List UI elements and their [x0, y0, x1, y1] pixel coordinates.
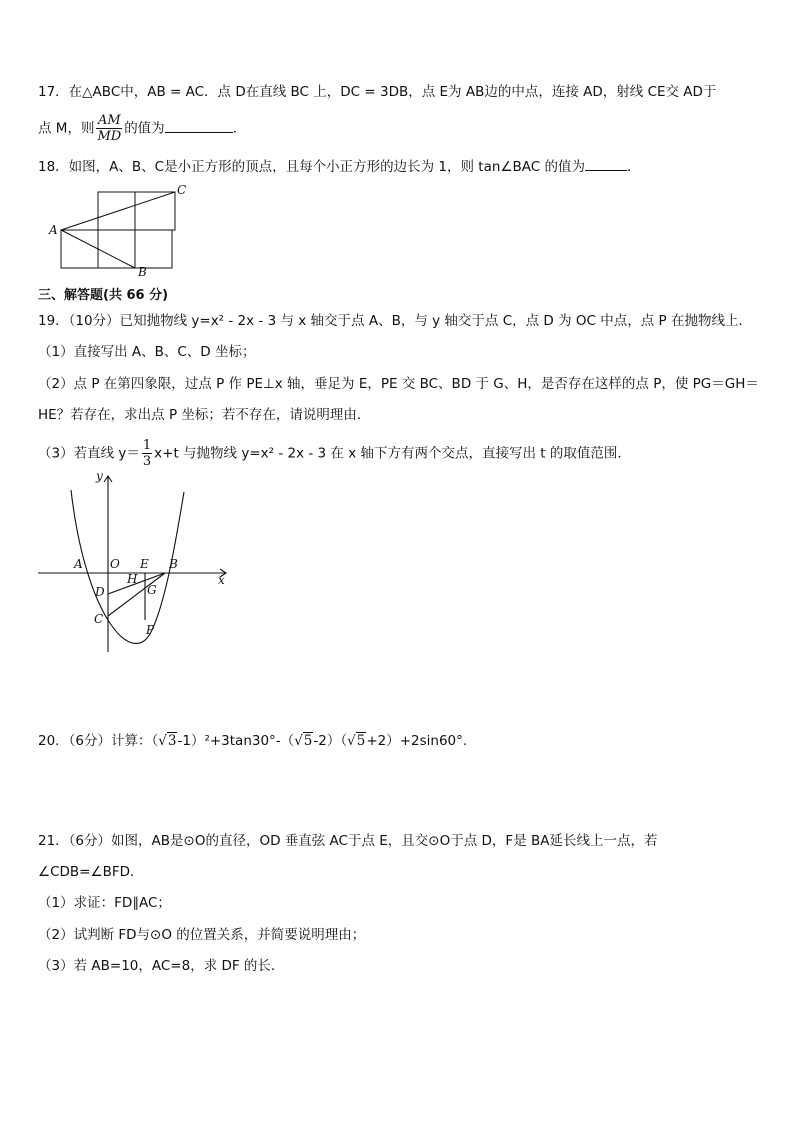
- q19-parabola-figure: [34, 470, 234, 656]
- q21-part3: （3）若 AB=10，AC=8，求 DF 的长．: [38, 958, 285, 974]
- label-H: H: [127, 572, 138, 586]
- q17-line2-post: 的值为: [124, 120, 165, 137]
- q17-line1: 17．在△ABC中，AB = AC．点 D在直线 BC 上，DC = 3DB，点 E为 AB边的中点，连接 AD，射线 CE交 AD于: [38, 84, 717, 100]
- q18-label-C: C: [177, 183, 187, 197]
- parabola-curve: [71, 490, 184, 643]
- label-A: A: [74, 557, 83, 571]
- q18-label-A: A: [49, 223, 58, 237]
- q21-part2: （2）试判断 FD与⊙O 的位置关系，并简要说明理由；: [38, 927, 366, 943]
- q20-mid2: -2）（: [313, 733, 348, 749]
- q19-part3: [38, 438, 631, 469]
- q17-answer-blank: [165, 118, 233, 133]
- q20-radicand-1: 3: [167, 733, 177, 749]
- q20-radicand-3: 5: [356, 733, 366, 749]
- q19-part3-post: x+t 与抛物线 y=x² - 2x - 3 在 x 轴下方有两个交点，直接写出 t 的取值范围．: [154, 445, 631, 462]
- q20-radicand-2: 5: [303, 733, 313, 749]
- q18-top-rect: [98, 192, 175, 230]
- q17-frac-num: AM: [97, 113, 121, 128]
- q18-label-B: B: [138, 265, 147, 278]
- q18-grid-figure: [44, 182, 194, 278]
- label-G: G: [147, 583, 157, 597]
- q20-mid1: -1）²+3tan30°-（: [177, 733, 295, 749]
- q19-part3-pre: （3）若直线 y＝: [38, 445, 140, 462]
- q20-sqrt-1: √3: [158, 733, 177, 749]
- q17-frac-den: MD: [97, 129, 122, 144]
- q21-line1: 21．（6分）如图，AB是⊙O的直径，OD 垂直弦 AC于点 E，且交⊙O于点 D，F是 BA延长线上一点，若: [38, 833, 658, 849]
- q20-pre: 20．（6分）计算：（: [38, 733, 159, 749]
- q19-part1: （1）直接写出 A、B、C、D 坐标；: [38, 344, 256, 360]
- label-P: P: [146, 623, 155, 637]
- q19-frac-num: 1: [142, 438, 152, 453]
- label-O: O: [110, 557, 120, 571]
- q21-line2: ∠CDB=∠BFD．: [38, 864, 144, 880]
- q20-sqrt-3: √5: [347, 733, 366, 749]
- q17-line2-pre: 点 M，则: [38, 120, 95, 137]
- q20-sqrt-2: √5: [294, 733, 313, 749]
- q19-fraction: [142, 438, 152, 469]
- label-E: E: [140, 557, 149, 571]
- q21-part1: （1）求证：FD∥AC；: [38, 895, 171, 911]
- q18-text-body: 18．如图，A、B、C是小正方形的顶点，且每个小正方形的边长为 1，则 tan∠BAC 的值为: [38, 159, 585, 175]
- q18-bottom-rect: [61, 230, 172, 268]
- q18-answer-blank: [585, 156, 627, 171]
- label-C: C: [94, 612, 104, 626]
- q18-line-AC: [61, 192, 175, 230]
- section-heading: 三、解答题(共 66 分): [38, 288, 169, 303]
- q20-post: +2）+2sin60°.: [366, 733, 468, 749]
- q18-text: 18．如图，A、B、C是小正方形的顶点，且每个小正方形的边长为 1，则 tan∠BAC 的值为 ．: [38, 156, 640, 177]
- q19-line1: 19．（10分）已知抛物线 y=x² - 2x - 3 与 x 轴交于点 A、B，与 y 轴交于点 C，点 D 为 OC 中点，点 P 在抛物线上．: [38, 313, 752, 329]
- q19-frac-den: 3: [142, 454, 152, 469]
- label-B: B: [169, 557, 178, 571]
- q17-line2: 点 M，则 $\frac{AM}{MD}$ 的值为 ．: [38, 113, 247, 144]
- q17-fraction: [96, 113, 122, 144]
- q19-part2-line2: HE？若存在，求出点 P 坐标；若不存在，请说明理由．: [38, 407, 371, 423]
- q19-part2-line1: （2）点 P 在第四象限，过点 P 作 PE⊥x 轴，垂足为 E，PE 交 BC、BD 于 G、H，是否存在这样的点 P，使 PG＝GH＝: [38, 376, 759, 392]
- q20-expression: [38, 731, 467, 751]
- label-x: x: [218, 573, 225, 587]
- label-y: y: [96, 470, 103, 483]
- label-D: D: [95, 585, 105, 599]
